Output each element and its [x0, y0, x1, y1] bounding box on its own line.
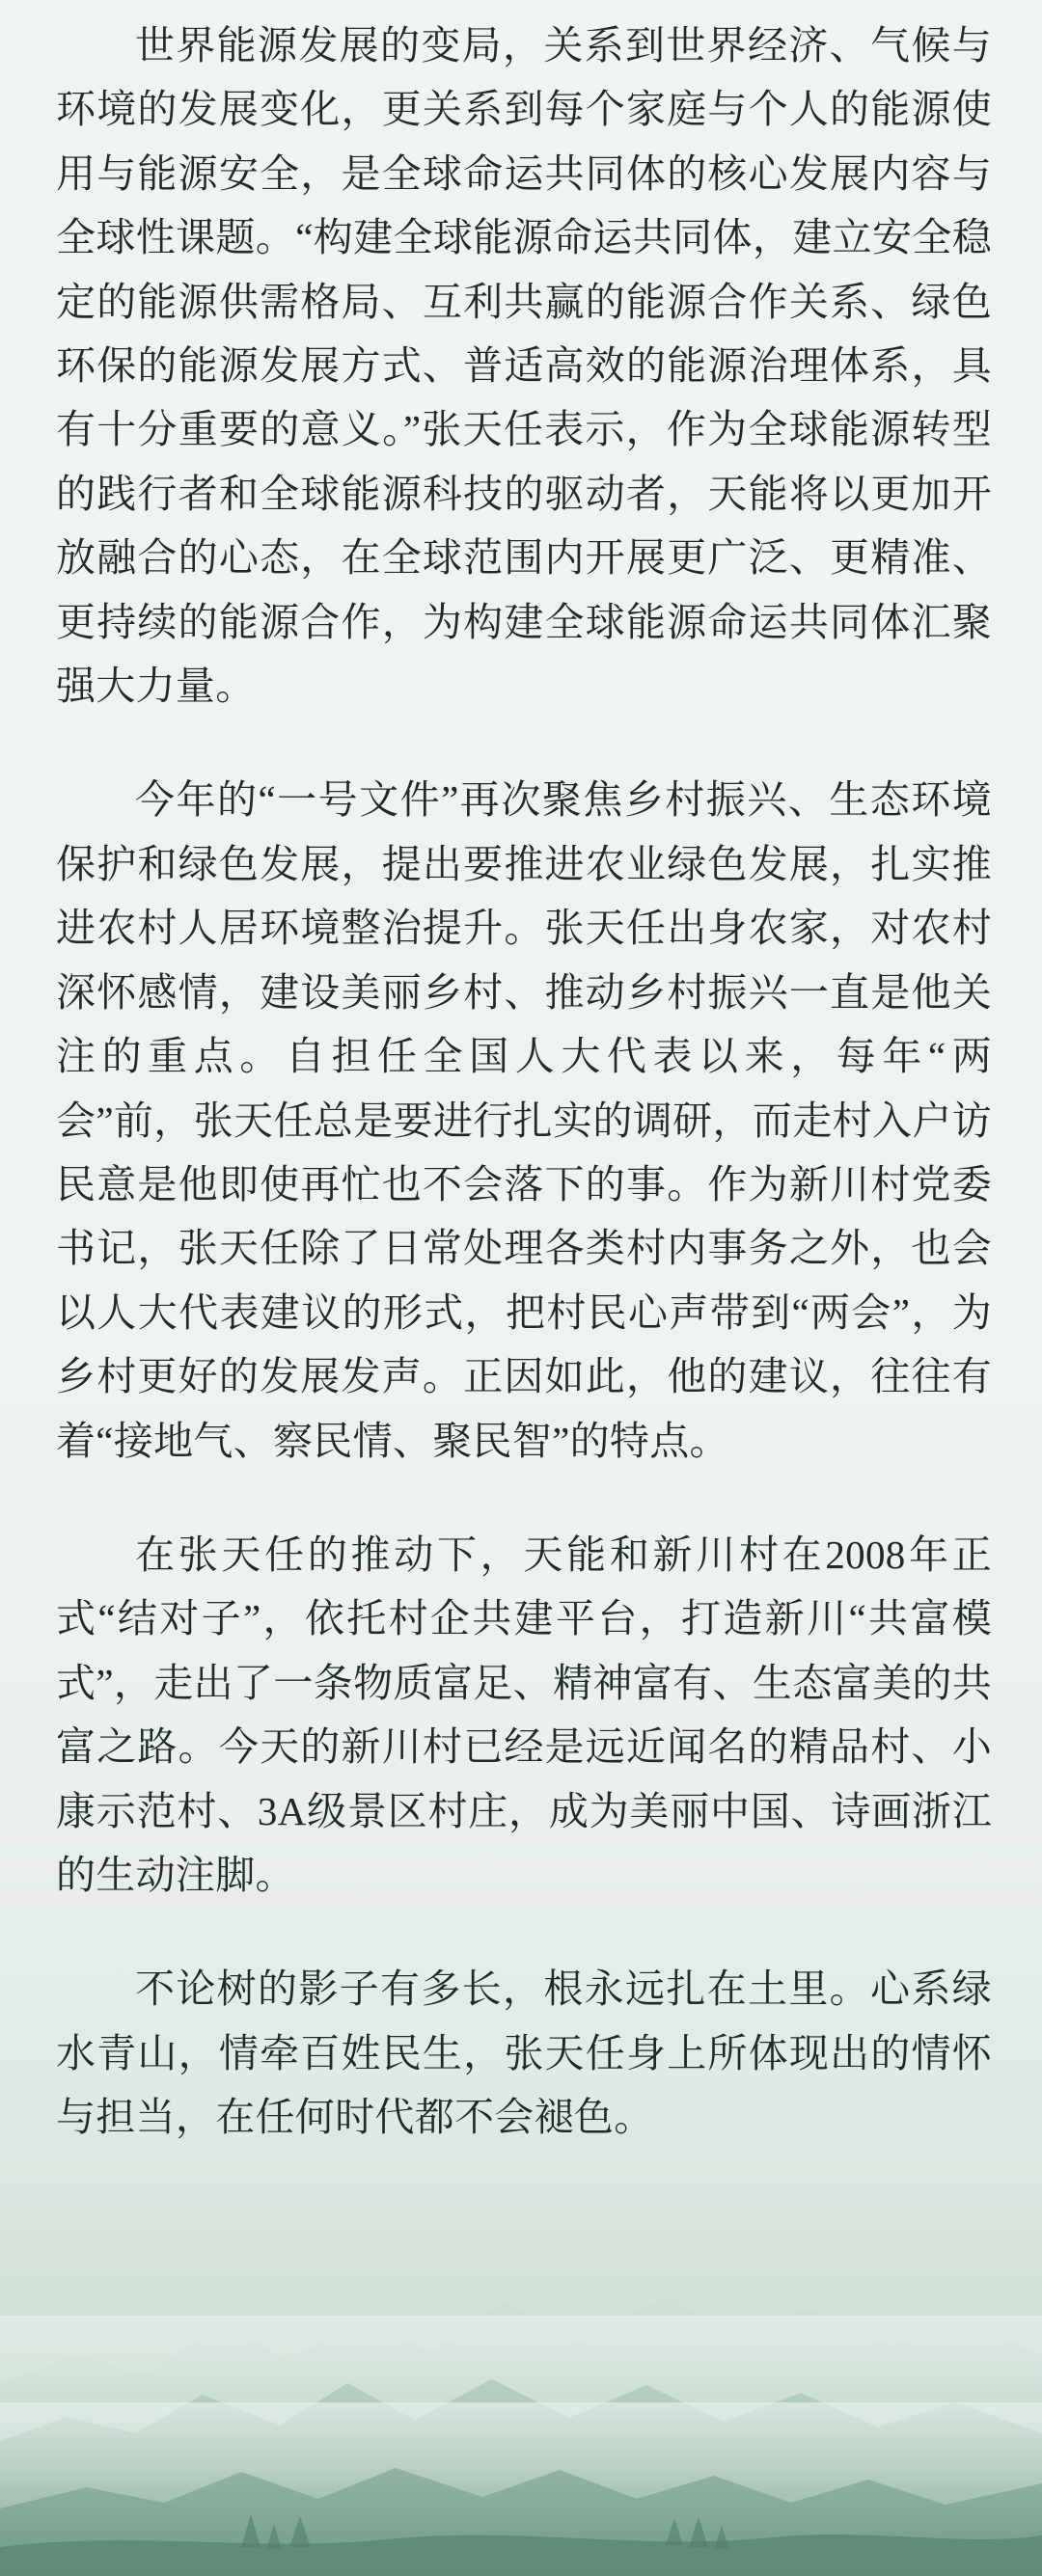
paragraph-3: 在张天任的推动下，天能和新川村在2008年正式“结对子”，依托村企共建平台，打造新川“共富模式”，走出了一条物质富足、精神富有、生态富美的共富之路。今天的新川村已经是远近闻名的精品村、小康示范村、3A级景区村庄，成为美丽中国、诗画浙江的生动注脚。	[56, 1532, 992, 1897]
paragraph-1: 世界能源发展的变局，关系到世界经济、气候与环境的发展变化，更关系到每个家庭与个人的能源使用与能源安全，是全球命运共同体的核心发展内容与全球性课题。“构建全球能源命运共同体，建立安全稳定的能源供需格局、互利共赢的能源合作关系、绿色环保的能源发展方式、普适高效的能源治理体系，具有十分重要的意义。”张天任表示，作为全球能源转型的践行者和全球能源科技的驱动者，天能将以更加开放融合的心态，在全球范围内开展更广泛、更精准、更持续的能源合作，为构建全球能源命运共同体汇聚强大力量。	[56, 23, 992, 709]
mist-band-upper	[0, 2316, 1042, 2431]
paragraph-4: 不论树的影子有多长，根永远扎在土里。心系绿水青山，情牵百姓民生，张天任身上所体现出的情怀与担当，在任何时代都不会褪色。	[56, 1966, 992, 2140]
misty-mountains-illustration	[0, 2094, 1042, 2576]
tree-silhouettes	[241, 2514, 729, 2549]
mist-band-lower	[0, 2402, 1042, 2508]
paragraph-2: 今年的“一号文件”再次聚焦乡村振兴、生态环境保护和绿色发展，提出要推进农业绿色发展，扎实推进农村人居环境整治提升。张天任出身农家，对农村深怀感情，建设美丽乡村、推动乡村振兴一直是他关注的重点。自担任全国人大代表以来，每年“两会”前，张天任总是要进行扎实的调研，而走村入户访民意是他即使再忙也不会落下的事。作为新川村党委书记，张天任除了日常处理各类村内事务之外，也会以人大代表建议的形式，把村民心声带到“两会”，为乡村更好的发展发声。正因如此，他的建议，往往有着“接地气、察民情、聚民智”的特点。	[56, 777, 992, 1463]
mountain-scene-svg	[0, 2094, 1042, 2576]
mountain-ridge-far	[0, 2296, 1042, 2576]
mountain-ridge-near	[0, 2468, 1042, 2576]
foreground-hill	[0, 2535, 1042, 2576]
mountain-ridge-mid	[0, 2379, 1042, 2576]
